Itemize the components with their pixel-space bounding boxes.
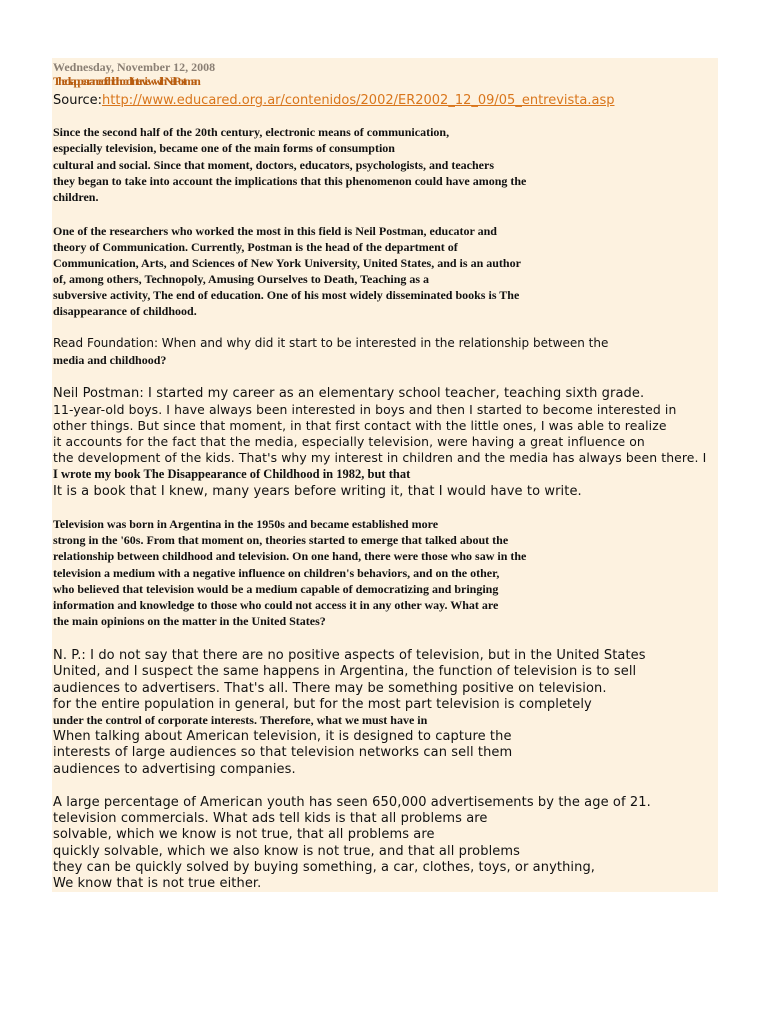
question-line: media and childhood? (53, 353, 167, 367)
answer-line: television commercials. What ads tell kids is that all problems are (53, 811, 488, 826)
intro-line: children. (53, 190, 99, 204)
answer-line: interests of large audiences so that television networks can sell them (53, 745, 513, 760)
answer-line: audiences to advertising companies. (53, 762, 296, 777)
post-title[interactable]: The disappearance of childhood. Interview with Neil Postman (53, 74, 198, 88)
answer-line: It is a book that I knew, many years before writing it, that I would have to write. (53, 484, 582, 499)
answer-line: We know that is not true either. (53, 876, 262, 891)
intro-line: cultural and social. Since that moment, doctors, educators, psychologists, and teachers (53, 158, 494, 172)
answer-line: N. P.: I do not say that there are no positive aspects of television, but in the United States (53, 648, 646, 663)
question-line: television a medium with a negative influence on children's behaviors, and on the other, (53, 566, 500, 580)
answer-line: it accounts for the fact that the media, especially television, were having a great influence on (53, 434, 645, 449)
post-date: Wednesday, November 12, 2008 (53, 60, 216, 74)
answer-line: solvable, which we know is not true, that all problems are (53, 827, 435, 842)
answer-line: United, and I suspect the same happens in Argentina, the function of television is to sell (53, 664, 637, 679)
answer-line: for the entire population in general, but for the most part television is completely (53, 697, 592, 712)
question-line: information and knowledge to those who could not access it in any other way. What are (53, 598, 499, 612)
question-line: who believed that television would be a medium capable of democratizing and bringing (53, 582, 499, 596)
answer-line: the development of the kids. That's why my interest in children and the media has always been there. I (53, 450, 707, 465)
answer-line: other things. But since that moment, in that first contact with the little ones, I was able to realize (53, 418, 667, 433)
answer-line: A large percentage of American youth has seen 650,000 advertisements by the age of 21. (53, 795, 651, 810)
answer-line: When talking about American television, it is designed to capture the (53, 729, 512, 744)
question-line: the main opinions on the matter in the United States? (53, 614, 326, 628)
answer-line: I wrote my book The Disappearance of Childhood in 1982, but that (53, 467, 411, 481)
bio-line: Communication, Arts, and Sciences of New York University, United States, and is an author (53, 256, 521, 270)
answer-line: they can be quickly solved by buying something, a car, clothes, toys, or anything, (53, 860, 596, 875)
intro-line: especially television, became one of the main forms of consumption (53, 141, 395, 155)
bio-line: disappearance of childhood. (53, 304, 197, 318)
question-line: Television was born in Argentina in the 1950s and became established more (53, 517, 439, 531)
answer-line: under the control of corporate interests. Therefore, what we must have in (53, 713, 428, 727)
bio-line: subversive activity, The end of education. One of his most widely disseminated books is The (53, 288, 520, 302)
bio-line: One of the researchers who worked the most in this field is Neil Postman, educator and (53, 224, 497, 238)
question-line: strong in the '60s. From that moment on, theories started to emerge that talked about the (53, 533, 509, 547)
source-line (53, 91, 614, 109)
bio-line: of, among others, Technopoly, Amusing Ourselves to Death, Teaching as a (53, 272, 430, 286)
question-line: relationship between childhood and television. On one hand, there were those who saw in the (53, 549, 527, 563)
intro-line: Since the second half of the 20th century, electronic means of communication, (53, 125, 450, 139)
intro-line: they began to take into account the implications that this phenomenon could have among the (53, 174, 527, 188)
source-label: Source: (53, 93, 103, 108)
answer-line: Neil Postman: I started my career as an elementary school teacher, teaching sixth grade. (53, 386, 645, 401)
bio-line: theory of Communication. Currently, Postman is the head of the department of (53, 240, 458, 254)
answer-line: 11-year-old boys. I have always been interested in boys and then I started to become interested in (53, 402, 677, 417)
answer-line: audiences to advertisers. That's all. There may be something positive on television. (53, 681, 607, 696)
source-link[interactable]: http://www.educared.org.ar/contenidos/2002/ER2002_12_09/05_entrevista.asp (102, 93, 615, 108)
answer-line: quickly solvable, which we also know is not true, and that all problems (53, 844, 521, 859)
question-line: Read Foundation: When and why did it start to be interested in the relationship between the (53, 336, 609, 350)
